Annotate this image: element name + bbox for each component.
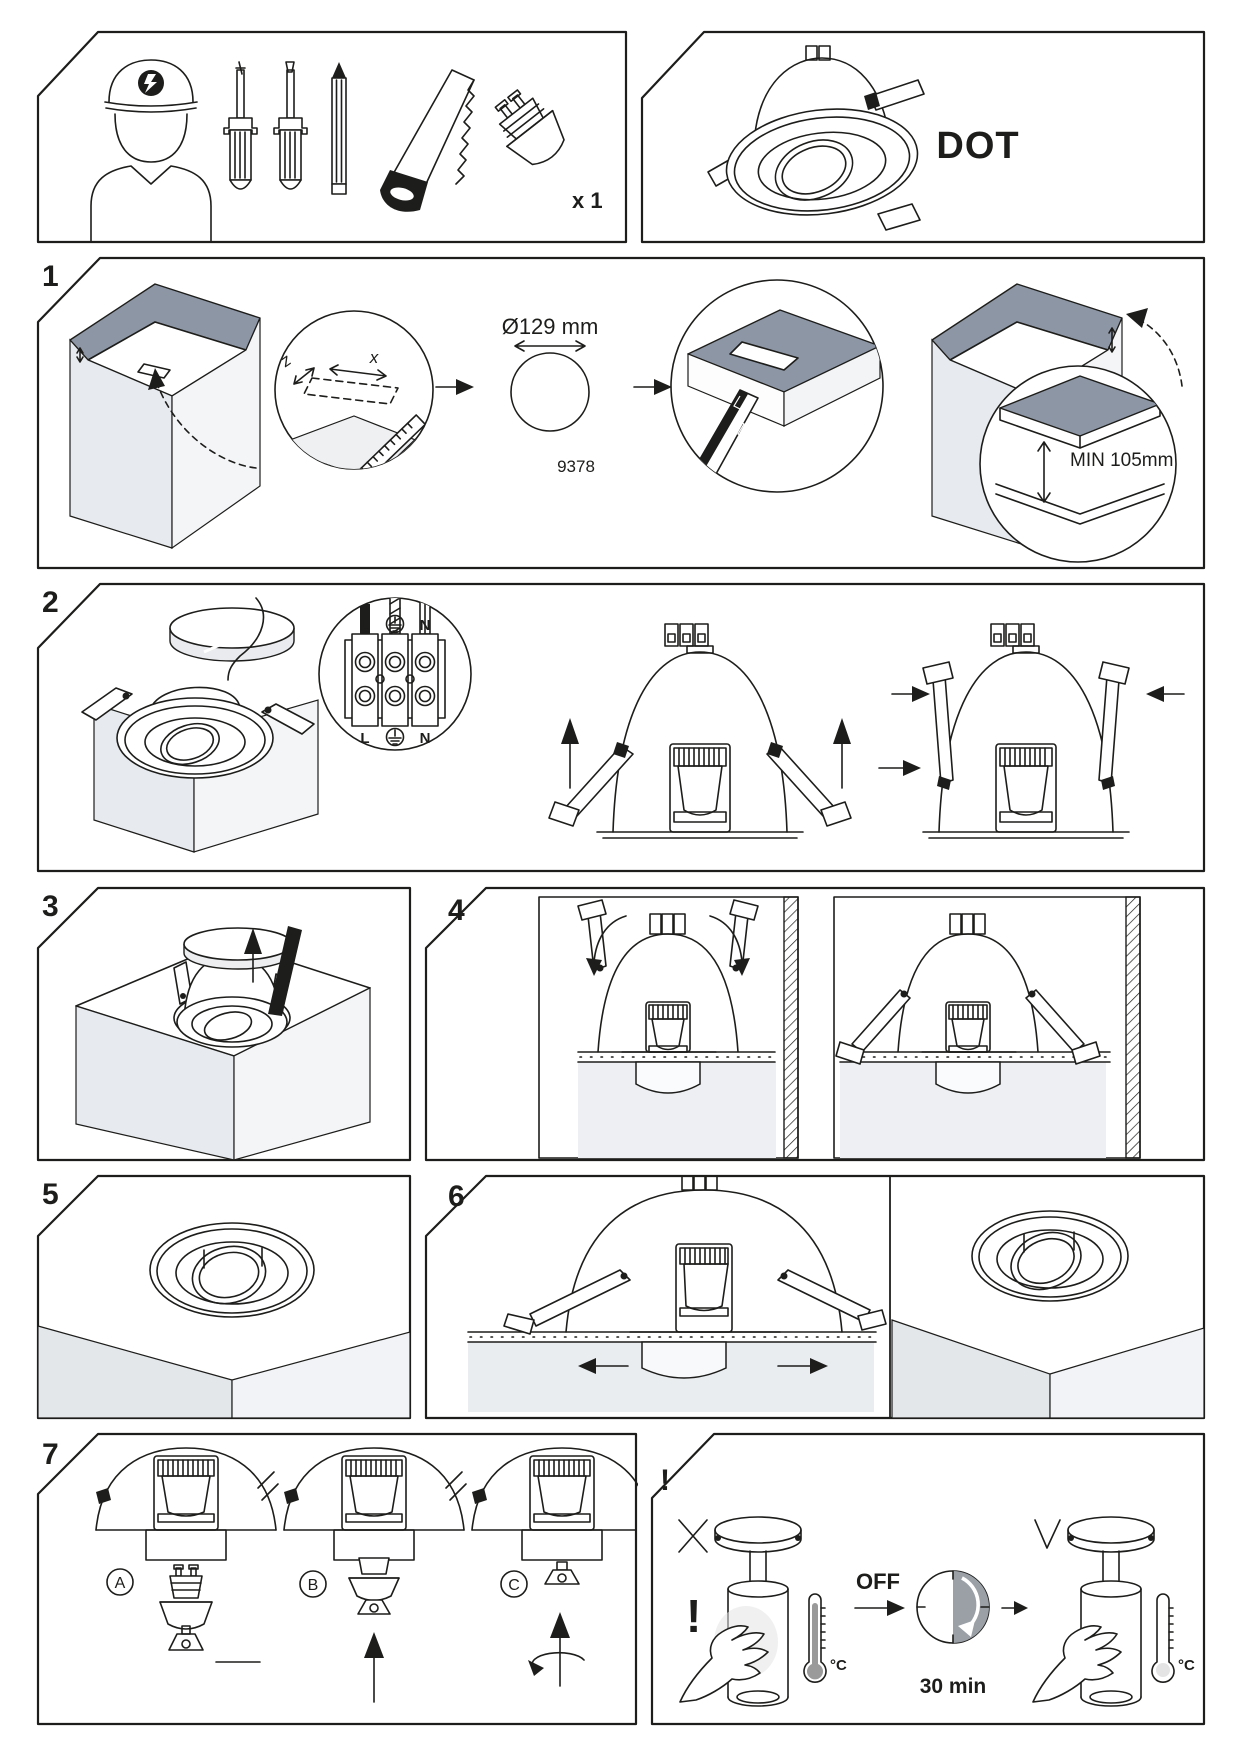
product-panel	[640, 30, 1206, 244]
pencil-icon	[332, 62, 346, 194]
warning-number: !	[660, 1464, 670, 1497]
wall-hatch	[784, 897, 798, 1158]
cutout-code-label: 9378	[557, 457, 595, 476]
step3-panel	[36, 886, 412, 1162]
lamp-quantity-label: x 1	[572, 188, 603, 213]
wall-hatch	[1126, 897, 1140, 1158]
step7-panel	[36, 1432, 638, 1726]
terminal-neutral-label: N	[419, 730, 431, 747]
step6-panel	[424, 1174, 1206, 1420]
step1-number: 1	[42, 260, 59, 293]
step2-number: 2	[42, 586, 59, 619]
product-name: DOT	[936, 125, 1020, 167]
step2-panel	[36, 582, 1206, 873]
step6-number: 6	[448, 1180, 465, 1213]
option-a-label: A	[114, 1575, 126, 1592]
min-clearance-magnifier	[980, 366, 1176, 562]
option-b-label: B	[307, 1577, 319, 1594]
option-c-label: C	[508, 1577, 520, 1594]
step3-number: 3	[42, 890, 59, 923]
terminal-block	[345, 594, 445, 726]
min-clearance-label: MIN 105mm	[1070, 450, 1174, 471]
temp-unit-label: °C	[830, 1657, 847, 1674]
step5-panel	[36, 1174, 412, 1420]
step7-number: 7	[42, 1438, 59, 1471]
cutting-magnifier	[671, 280, 883, 492]
clock-icon	[917, 1571, 989, 1643]
step4-panel	[424, 886, 1206, 1162]
cooldown-label: 30 min	[919, 1675, 987, 1698]
tools-panel	[36, 30, 628, 244]
step1-panel	[36, 256, 1206, 570]
cover-disc	[184, 928, 292, 969]
terminal-live-label: L	[360, 617, 370, 634]
mark-x-label: x	[369, 348, 379, 367]
terminal-live-label: L	[360, 730, 370, 747]
step4-number: 4	[448, 894, 465, 927]
hole-diameter-label: Ø129 mm	[501, 314, 599, 339]
warning-panel	[650, 1432, 1206, 1726]
mark-z-label: z	[276, 350, 295, 371]
terminal-neutral-label: N	[419, 617, 431, 634]
off-label: OFF	[856, 1569, 900, 1594]
step5-number: 5	[42, 1178, 59, 1211]
alert-label: !	[686, 1590, 702, 1642]
temp-unit-label: °C	[1178, 1657, 1195, 1674]
